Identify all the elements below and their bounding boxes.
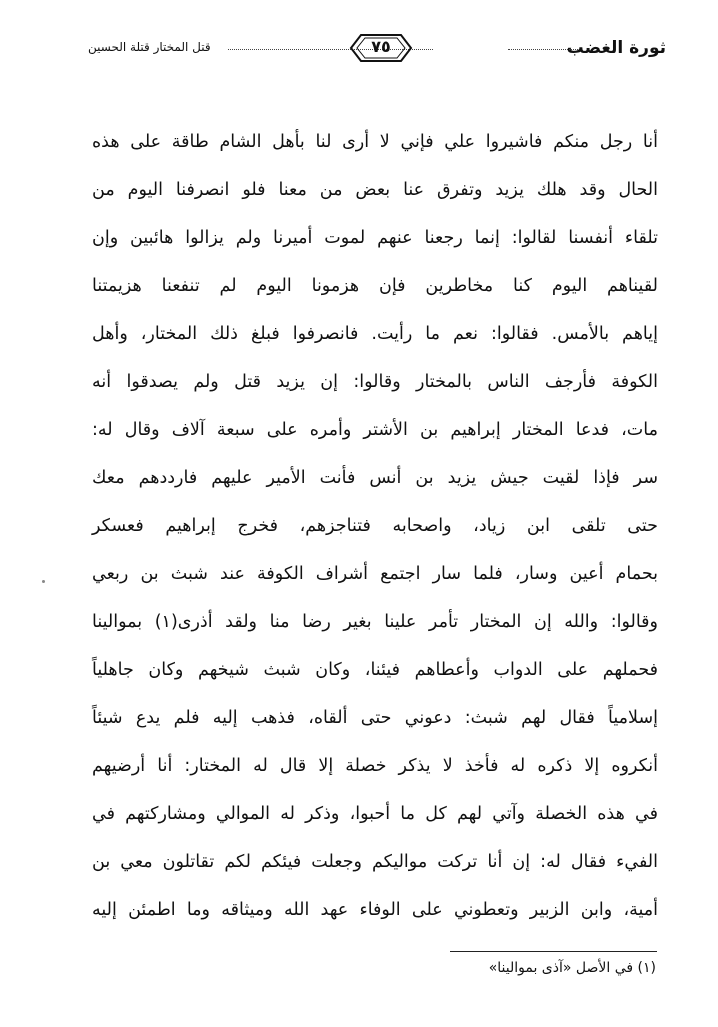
text-line: فحملهم على الدواب وأعطاهم فيئنا، وكان شبث شيخهم وكان جاهلياً — [92, 660, 658, 680]
text-line: حتى تلقى ابن زياد، واصحابه فتناجزهم، فخرج إبراهيم فعسكر — [92, 516, 658, 536]
footnote-separator — [450, 951, 657, 952]
text-line: إياهم بالأمس. فقالوا: نعم ما رأيت. فانصرفوا فبلغ ذلك المختار، وأهل — [92, 324, 658, 344]
text-line: إسلامياً فقال لهم شبث: دعوني حتى ألقاه، فذهب إليه فلم يدع شيئاً — [92, 708, 658, 728]
text-line: أنكروه إلا ذكره له فأخذ لا يذكر خصلة إلا قال له المختار: أنا أرضيهم — [92, 756, 658, 776]
text-line: تلقاء أنفسنا لقالوا: إنما رجعنا عنهم لموت أميرنا ولم يزالوا هائبين وإن — [92, 228, 658, 248]
main-text — [92, 118, 658, 934]
text-line: الحال وقد هلك يزيد وتفرق عنا بعض من معنا فلو انصرفنا اليوم من — [92, 180, 658, 200]
text-line: الفيء فقال له: إن أنا تركت مواليكم وجعلت فيئكم لكم تقاتلون معي بن — [92, 852, 658, 872]
chapter-title: قتل المختار قتلة الحسين — [88, 40, 211, 54]
page-number: ٧٥ — [371, 37, 391, 56]
text-line: مات، فدعا المختار إبراهيم بن الأشتر وأمره على سبعة آلاف وقال له: — [92, 420, 658, 440]
page-number-badge — [347, 32, 415, 64]
margin-speck — [42, 580, 45, 583]
text-line: الكوفة فأرجف الناس بالمختار وقالوا: إن يزيد قتل ولم يصدقوا أنه — [92, 372, 658, 392]
book-title: ثورة الغضب — [566, 38, 666, 58]
header-dotted-leader-right — [508, 49, 578, 50]
text-line: بحمام أعين وسار، فلما سار اجتمع أشراف الكوفة عند شبث بن ربعي — [92, 564, 658, 584]
text-line: سر فإذا لقيت جيش يزيد بن أنس فأنت الأمير عليهم فارددهم معك — [92, 468, 658, 488]
text-line: وقالوا: والله إن المختار تأمر علينا بغير رضا منا ولقد أذرى(١) بموالينا — [92, 612, 658, 632]
text-line: لقيناهم اليوم كنا مخاطرين فإن هزمونا اليوم لم تنفعنا هزيمتنا — [92, 276, 658, 296]
footnote: (١) في الأصل «آذى بموالينا» — [488, 960, 656, 976]
text-line: في هذه الخصلة وآتي لهم كل ما أحبوا، وذكر له الموالي ومشاركتهم في — [92, 804, 658, 824]
text-line: أنا رجل منكم فاشيروا علي فإني لا أرى لنا بأهل الشام طاقة على هذه — [92, 132, 658, 152]
text-line: أمية، وابن الزبير وتعطوني على الوفاء عهد الله وميثاقه وما اطمئن إليه — [92, 900, 658, 920]
